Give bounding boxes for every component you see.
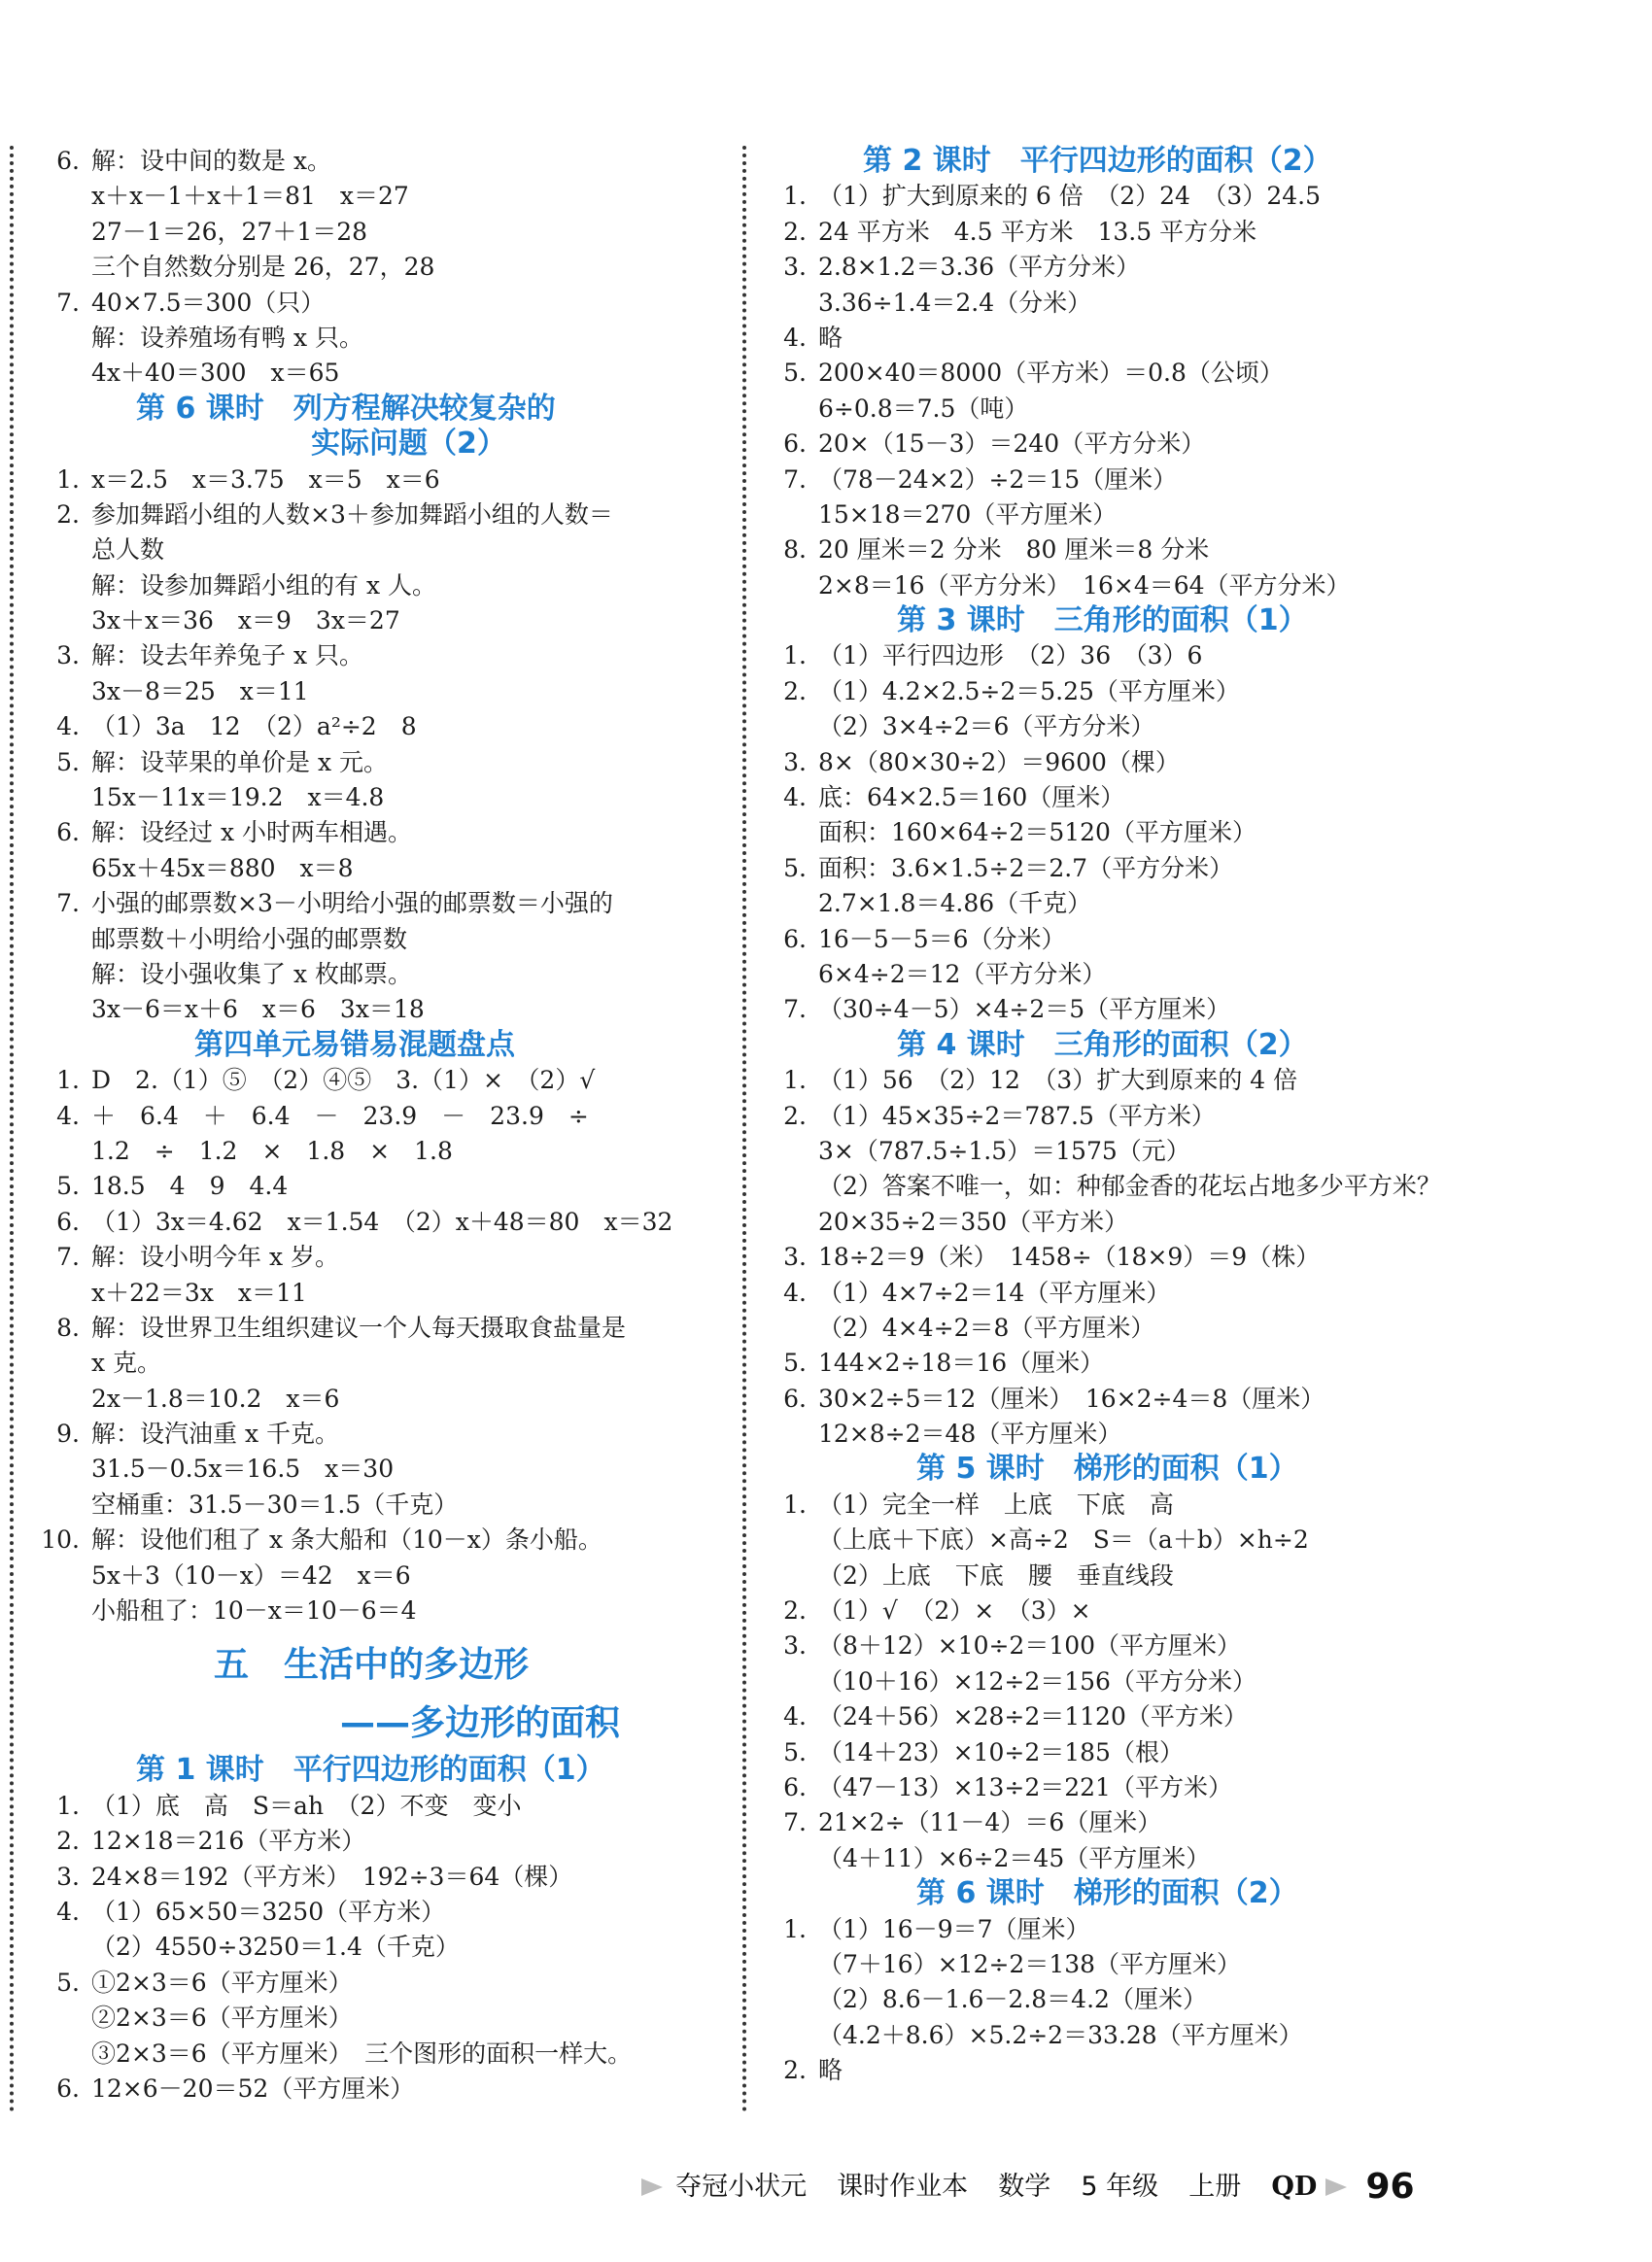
answer-line bbox=[19, 1824, 711, 1859]
answer-line bbox=[756, 638, 1436, 673]
answer-text: 2.7×1.8＝4.86（千克） bbox=[818, 889, 1092, 918]
section-heading: 第 1 课时 平行四边形的面积（1） bbox=[136, 1753, 605, 1788]
answer-text: 底：64×2.5＝160（厘米） bbox=[818, 783, 1125, 812]
left-margin-dotted-line bbox=[10, 146, 14, 2113]
question-number: 7. bbox=[783, 1808, 807, 1837]
footer bbox=[641, 2162, 1415, 2211]
question-number: 4. bbox=[56, 1101, 80, 1130]
answer-line bbox=[756, 179, 1436, 214]
answer-text: 31.5－0.5x＝16.5 x＝30 bbox=[91, 1455, 395, 1484]
question-number: 3. bbox=[783, 1631, 807, 1661]
question-number: 6. bbox=[783, 924, 807, 953]
answer-line bbox=[756, 1805, 1436, 1840]
answer-text: （1）完全一样 上底 下底 高 bbox=[818, 1490, 1174, 1519]
answer-text: 12×6－20＝52（平方厘米） bbox=[91, 2074, 415, 2103]
answer-line bbox=[756, 356, 1436, 391]
question-number: 1. bbox=[783, 1490, 807, 1519]
answer-text: 65x＋45x＝880 x＝8 bbox=[91, 853, 354, 882]
question-number: 3. bbox=[56, 1862, 80, 1891]
answer-text: 18.5 4 9 4.4 bbox=[91, 1172, 289, 1201]
answer-line bbox=[19, 1240, 711, 1275]
answer-text: （1）√ （2）× （3）× bbox=[818, 1596, 1091, 1626]
answer-line bbox=[756, 1523, 1436, 1558]
answer-line bbox=[756, 1488, 1436, 1523]
section-heading: 实际问题（2） bbox=[311, 427, 506, 462]
answer-text: （2）4550÷3250＝1.4（千克） bbox=[91, 1933, 460, 1962]
answer-text: 面积：3.6×1.5÷2＝2.7（平方分米） bbox=[818, 853, 1234, 882]
answer-text: 1.2 ÷ 1.2 × 1.8 × 1.8 bbox=[91, 1136, 453, 1165]
answer-text: 12×8÷2＝48（平方厘米） bbox=[818, 1420, 1122, 1449]
answer-line bbox=[756, 1311, 1436, 1346]
answer-text: D 2.（1）⑤ （2）④⑤ 3.（1）× （2）√ bbox=[91, 1066, 596, 1095]
answer-line bbox=[19, 321, 711, 356]
answer-text: 空桶重：31.5－30＝1.5（千克） bbox=[91, 1490, 459, 1519]
answer-text: 小强的邮票数×3－小明给小强的邮票数＝小强的 bbox=[91, 889, 613, 918]
answer-text: 解：设去年养兔子 x 只。 bbox=[91, 641, 363, 670]
question-number: 5. bbox=[783, 1349, 807, 1378]
answer-line bbox=[756, 1063, 1436, 1098]
answer-text: （30÷4－5）×4÷2＝5（平方厘米） bbox=[818, 995, 1231, 1024]
question-number: 9. bbox=[56, 1420, 80, 1449]
answer-text: 3x＋x＝36 x＝9 3x＝27 bbox=[91, 606, 400, 635]
answer-line bbox=[756, 1982, 1436, 2017]
answer-text: （1）45×35÷2＝787.5（平方米） bbox=[818, 1101, 1216, 1130]
answer-line bbox=[19, 215, 711, 250]
question-number: 4. bbox=[783, 1702, 807, 1731]
answer-line bbox=[756, 780, 1436, 815]
answer-line bbox=[756, 2018, 1436, 2053]
footer-book: 课时作业本 bbox=[837, 2171, 969, 2202]
answer-text: 15x－11x＝19.2 x＝4.8 bbox=[91, 783, 385, 812]
answer-line bbox=[19, 1966, 711, 2001]
answer-text: x＋x－1＋x＋1＝81 x＝27 bbox=[91, 182, 409, 211]
question-number: 6. bbox=[56, 818, 80, 847]
question-number: 5. bbox=[783, 1737, 807, 1766]
question-number: 5. bbox=[56, 747, 80, 776]
answer-line bbox=[756, 886, 1436, 921]
question-number: 1. bbox=[56, 1791, 80, 1820]
answer-line bbox=[756, 1841, 1436, 1876]
question-number: 5. bbox=[783, 359, 807, 388]
answer-text: （2）3×4÷2＝6（平方分米） bbox=[818, 712, 1155, 741]
answer-line bbox=[756, 1346, 1436, 1381]
answer-text: ＋ 6.4 ＋ 6.4 － 23.9 － 23.9 ÷ bbox=[91, 1101, 589, 1130]
answer-text: （1）65×50＝3250（平方米） bbox=[91, 1897, 446, 1926]
answer-text: 2.8×1.2＝3.36（平方分米） bbox=[818, 253, 1141, 282]
answer-text: （7＋16）×12÷2＝138（平方厘米） bbox=[818, 1949, 1242, 1978]
answer-line bbox=[19, 1930, 711, 1965]
answer-line bbox=[19, 815, 711, 850]
answer-line bbox=[19, 532, 711, 567]
left-column bbox=[19, 144, 711, 2107]
question-number: 1. bbox=[56, 1066, 80, 1095]
answer-line bbox=[756, 815, 1436, 850]
answer-text: （78－24×2）÷2＝15（厘米） bbox=[818, 464, 1178, 494]
answer-text: （1）4×7÷2＝14（平方厘米） bbox=[818, 1278, 1171, 1307]
question-number: 3. bbox=[56, 641, 80, 670]
answer-line bbox=[19, 179, 711, 214]
answer-text: （1）扩大到原来的 6 倍 （2）24 （3）24.5 bbox=[818, 182, 1321, 211]
answer-line bbox=[19, 1895, 711, 1930]
question-number: 1. bbox=[56, 464, 80, 494]
question-number: 2. bbox=[783, 1596, 807, 1626]
answer-text: 3x－6＝x＋6 x＝6 3x＝18 bbox=[91, 995, 425, 1024]
answer-line bbox=[19, 1099, 711, 1134]
answer-text: 三个自然数分别是 26，27，28 bbox=[91, 253, 435, 282]
answer-line bbox=[756, 745, 1436, 780]
question-number: 3. bbox=[783, 253, 807, 282]
question-number: 2. bbox=[783, 2056, 807, 2085]
answer-text: 3.36÷1.4＝2.4（分米） bbox=[818, 288, 1092, 317]
answer-line bbox=[756, 1134, 1436, 1169]
answer-line bbox=[19, 851, 711, 886]
question-number: 1. bbox=[783, 641, 807, 670]
question-number: 6. bbox=[56, 1207, 80, 1236]
answer-line bbox=[756, 1417, 1436, 1452]
answer-text: 21×2÷（11－4）＝6（厘米） bbox=[818, 1808, 1162, 1837]
answer-line bbox=[756, 1770, 1436, 1805]
answer-text: 解：设他们租了 x 条大船和（10－x）条小船。 bbox=[91, 1525, 602, 1555]
question-number: 7. bbox=[783, 464, 807, 494]
answer-text: 5x＋3（10－x）＝42 x＝6 bbox=[91, 1560, 411, 1590]
answer-text: 面积：160×64÷2＝5120（平方厘米） bbox=[818, 818, 1256, 847]
answer-text: （47－13）×13÷2＝221（平方米） bbox=[818, 1772, 1232, 1801]
answer-text: 20 厘米＝2 分米 80 厘米＝8 分米 bbox=[818, 535, 1210, 565]
answer-line bbox=[19, 1169, 711, 1204]
answer-line bbox=[756, 1628, 1436, 1663]
answer-text: （10＋16）×12÷2＝156（平方分米） bbox=[818, 1666, 1256, 1696]
answer-line bbox=[19, 1311, 711, 1346]
answer-text: 20×35÷2＝350（平方米） bbox=[818, 1207, 1129, 1236]
answer-text: 邮票数＋小明给小强的邮票数 bbox=[91, 924, 408, 953]
answer-line bbox=[756, 427, 1436, 462]
answer-line bbox=[756, 463, 1436, 497]
section-heading: 第 5 课时 梯形的面积（1） bbox=[916, 1452, 1298, 1487]
answer-text: 18÷2＝9（米） 1458÷（18×9）＝9（株） bbox=[818, 1243, 1321, 1272]
answer-line bbox=[756, 286, 1436, 321]
section-heading: 第 3 课时 三角形的面积（1） bbox=[897, 603, 1308, 638]
right-column bbox=[756, 144, 1441, 2088]
answer-line bbox=[19, 463, 711, 497]
answer-text: 24×8＝192（平方米） 192÷3＝64（棵） bbox=[91, 1862, 573, 1891]
answer-text: 27－1＝26，27＋1＝28 bbox=[91, 217, 368, 246]
answer-line bbox=[756, 1735, 1436, 1770]
question-number: 2. bbox=[56, 499, 80, 529]
answer-line bbox=[19, 745, 711, 780]
answer-text: （4.2＋8.6）×5.2÷2＝33.28（平方厘米） bbox=[818, 2020, 1303, 2049]
unit-heading: ——多边形的面积 bbox=[340, 1703, 621, 1744]
question-number: 5. bbox=[783, 853, 807, 882]
answer-line bbox=[756, 1240, 1436, 1275]
answer-line bbox=[756, 922, 1436, 957]
answer-text: 2×8＝16（平方分米） 16×4＝64（平方分米） bbox=[818, 570, 1351, 600]
footer-grade: 5 年级 bbox=[1081, 2171, 1159, 2202]
answer-line bbox=[19, 638, 711, 673]
answer-line bbox=[756, 1594, 1436, 1628]
answer-text: 15×18＝270（平方厘米） bbox=[818, 499, 1118, 529]
answer-text: 3x－8＝25 x＝11 bbox=[91, 676, 309, 705]
question-number: 5. bbox=[56, 1968, 80, 1997]
question-number: 7. bbox=[56, 1243, 80, 1272]
answer-line bbox=[19, 1789, 711, 1824]
answer-line bbox=[19, 1523, 711, 1558]
column-divider bbox=[742, 146, 746, 2113]
answer-line bbox=[756, 250, 1436, 285]
page-number: 96 bbox=[1365, 2166, 1415, 2207]
answer-line bbox=[756, 1912, 1436, 1947]
answer-line bbox=[756, 1099, 1436, 1134]
question-number: 2. bbox=[56, 1827, 80, 1856]
answer-line bbox=[19, 568, 711, 603]
answer-line bbox=[19, 709, 711, 744]
question-number: 6. bbox=[56, 2074, 80, 2103]
answer-text: 解：设汽油重 x 千克。 bbox=[91, 1420, 339, 1449]
section-heading: 第 4 课时 三角形的面积（2） bbox=[897, 1027, 1308, 1062]
answer-text: （2）4×4÷2＝8（平方厘米） bbox=[818, 1313, 1155, 1342]
answer-text: ②2×3＝6（平方厘米） bbox=[91, 2004, 353, 2033]
answer-text: 200×40＝8000（平方米）＝0.8（公顷） bbox=[818, 359, 1284, 388]
answer-text: （2）答案不唯一，如：种郁金香的花坛占地多少平方米？ bbox=[818, 1172, 1441, 1201]
answer-line bbox=[756, 1559, 1436, 1594]
answer-text: 16－5－5＝6（分米） bbox=[818, 924, 1066, 953]
answer-line bbox=[19, 1205, 711, 1240]
answer-line bbox=[19, 674, 711, 709]
answer-text: （4＋11）×6÷2＝45（平方厘米） bbox=[818, 1843, 1211, 1872]
answer-text: 解：设小明今年 x 岁。 bbox=[91, 1243, 339, 1272]
answer-text: 3×（787.5÷1.5）＝1575（元） bbox=[818, 1136, 1190, 1165]
spacer bbox=[19, 1628, 711, 1636]
question-number: 8. bbox=[783, 535, 807, 565]
question-number: 2. bbox=[783, 1101, 807, 1130]
question-number: 2. bbox=[783, 676, 807, 705]
answer-text: （1）16－9＝7（厘米） bbox=[818, 1914, 1090, 1943]
answer-text: （1）3a 12 （2）a²÷2 8 bbox=[91, 712, 417, 741]
answer-line bbox=[19, 1063, 711, 1098]
question-number: 1. bbox=[783, 1066, 807, 1095]
answer-line bbox=[19, 2037, 711, 2072]
section-heading: 第 6 课时 梯形的面积（2） bbox=[916, 1876, 1298, 1911]
answer-line bbox=[756, 215, 1436, 250]
answer-line bbox=[756, 1276, 1436, 1311]
answer-line bbox=[756, 532, 1436, 567]
answer-text: （24＋56）×28÷2＝1120（平方米） bbox=[818, 1702, 1248, 1731]
question-number: 10. bbox=[41, 1525, 80, 1555]
answer-line bbox=[19, 1452, 711, 1487]
answer-text: 8×（80×30÷2）＝9600（棵） bbox=[818, 747, 1180, 776]
answer-text: 6×4÷2＝12（平方分米） bbox=[818, 959, 1107, 988]
answer-line bbox=[19, 1346, 711, 1381]
arrow-icon bbox=[641, 2178, 663, 2196]
answer-line bbox=[19, 250, 711, 285]
answer-text: 6÷0.8＝7.5（吨） bbox=[818, 394, 1029, 423]
answer-line bbox=[19, 2072, 711, 2107]
answer-text: 解：设养殖场有鸭 x 只。 bbox=[91, 323, 363, 352]
question-number: 6. bbox=[783, 1384, 807, 1413]
answer-line bbox=[19, 144, 711, 179]
answer-line bbox=[19, 992, 711, 1027]
answer-text: 解：设世界卫生组织建议一个人每天摄取食盐量是 bbox=[91, 1313, 627, 1342]
answer-line bbox=[756, 992, 1436, 1027]
answer-text: 解：设中间的数是 x。 bbox=[91, 147, 332, 175]
answer-line bbox=[756, 321, 1436, 356]
answer-line bbox=[756, 1382, 1436, 1417]
answer-line bbox=[19, 286, 711, 321]
footer-volume: 上册 bbox=[1188, 2171, 1242, 2202]
answer-text: （1）3x＝4.62 x＝1.54 （2）x＋48＝80 x＝32 bbox=[91, 1207, 673, 1236]
footer-edition: QD bbox=[1271, 2171, 1318, 2202]
question-number: 5. bbox=[56, 1172, 80, 1201]
answer-line bbox=[19, 1594, 711, 1628]
question-number: 4. bbox=[783, 323, 807, 352]
answer-line bbox=[756, 392, 1436, 427]
answer-text: 解：设经过 x 小时两车相遇。 bbox=[91, 818, 412, 847]
question-number: 2. bbox=[783, 217, 807, 246]
answer-line bbox=[19, 497, 711, 532]
answer-line bbox=[756, 1947, 1436, 1982]
answer-text: （2）8.6－1.6－2.8＝4.2（厘米） bbox=[818, 1985, 1207, 2014]
answer-line bbox=[756, 2053, 1436, 2088]
question-number: 6. bbox=[783, 429, 807, 459]
question-number: 4. bbox=[783, 783, 807, 812]
answer-line bbox=[756, 1699, 1436, 1734]
answer-text: 24 平方米 4.5 平方米 13.5 平方分米 bbox=[818, 217, 1257, 246]
answer-line bbox=[19, 922, 711, 957]
answer-text: 略 bbox=[818, 323, 843, 352]
answer-line bbox=[756, 957, 1436, 992]
answer-text: 参加舞蹈小组的人数×3＋参加舞蹈小组的人数＝ bbox=[91, 499, 613, 529]
question-number: 6. bbox=[56, 147, 80, 175]
answer-text: 2x－1.8＝10.2 x＝6 bbox=[91, 1384, 340, 1413]
answer-line bbox=[19, 1276, 711, 1311]
answer-line bbox=[756, 709, 1436, 744]
answer-line bbox=[756, 674, 1436, 709]
footer-brand: 夺冠小状元 bbox=[675, 2171, 808, 2202]
answer-line bbox=[19, 356, 711, 391]
footer-subject: 数学 bbox=[998, 2171, 1051, 2202]
answer-text: 12×18＝216（平方米） bbox=[91, 1827, 366, 1856]
answer-text: （14＋23）×10÷2＝185（根） bbox=[818, 1737, 1184, 1766]
section-heading: 第四单元易错易混题盘点 bbox=[194, 1027, 515, 1062]
answer-text: 总人数 bbox=[91, 535, 165, 565]
question-number: 7. bbox=[56, 889, 80, 918]
question-number: 1. bbox=[783, 1914, 807, 1943]
question-number: 1. bbox=[783, 182, 807, 211]
answer-text: （2）上底 下底 腰 垂直线段 bbox=[818, 1560, 1174, 1590]
answer-text: 略 bbox=[818, 2056, 843, 2085]
answer-line bbox=[19, 1382, 711, 1417]
question-number: 4. bbox=[783, 1278, 807, 1307]
answer-text: 144×2÷18＝16（厘米） bbox=[818, 1349, 1105, 1378]
answer-text: （1）4.2×2.5÷2＝5.25（平方厘米） bbox=[818, 676, 1240, 705]
answer-text: x＝2.5 x＝3.75 x＝5 x＝6 bbox=[91, 464, 440, 494]
answer-text: （1）底 高 S＝ah （2）不变 变小 bbox=[91, 1791, 522, 1820]
answer-line bbox=[19, 780, 711, 815]
answer-text: （8＋12）×10÷2＝100（平方厘米） bbox=[818, 1631, 1242, 1661]
answer-line bbox=[756, 1664, 1436, 1699]
answer-line bbox=[756, 568, 1436, 603]
answer-text: 小船租了：10－x＝10－6＝4 bbox=[91, 1596, 417, 1626]
question-number: 7. bbox=[56, 288, 80, 317]
answer-text: （1）56 （2）12 （3）扩大到原来的 4 倍 bbox=[818, 1066, 1298, 1095]
answer-line bbox=[19, 603, 711, 638]
answer-line bbox=[756, 1169, 1441, 1204]
arrow-icon bbox=[1325, 2178, 1347, 2196]
question-number: 3. bbox=[783, 747, 807, 776]
answer-text: （1）平行四边形 （2）36 （3）6 bbox=[818, 641, 1203, 670]
answer-text: 解：设参加舞蹈小组的有 x 人。 bbox=[91, 570, 436, 600]
answer-line bbox=[19, 1559, 711, 1594]
question-number: 7. bbox=[783, 995, 807, 1024]
section-heading: 第 6 课时 列方程解决较复杂的 bbox=[136, 391, 556, 426]
answer-text: 20×（15－3）＝240（平方分米） bbox=[818, 429, 1206, 459]
answer-line bbox=[19, 1134, 711, 1169]
question-number: 4. bbox=[56, 712, 80, 741]
answer-text: ③2×3＝6（平方厘米） 三个图形的面积一样大。 bbox=[91, 2039, 633, 2068]
question-number: 8. bbox=[56, 1313, 80, 1342]
answer-line bbox=[19, 1488, 711, 1523]
answer-line bbox=[756, 497, 1436, 532]
answer-text: 解：设小强收集了 x 枚邮票。 bbox=[91, 959, 412, 988]
answer-text: 解：设苹果的单价是 x 元。 bbox=[91, 747, 388, 776]
answer-line bbox=[19, 886, 711, 921]
question-number: 6. bbox=[783, 1772, 807, 1801]
question-number: 3. bbox=[783, 1243, 807, 1272]
answer-text: ①2×3＝6（平方厘米） bbox=[91, 1968, 353, 1997]
answer-text: （上底＋下底）×高÷2 S＝（a＋b）×h÷2 bbox=[818, 1525, 1309, 1555]
answer-text: 40×7.5＝300（只） bbox=[91, 288, 326, 317]
question-number: 4. bbox=[56, 1897, 80, 1926]
answer-line bbox=[19, 2001, 711, 2036]
answer-line bbox=[19, 1860, 711, 1895]
answer-text: x 克。 bbox=[91, 1349, 162, 1378]
answer-text: 4x＋40＝300 x＝65 bbox=[91, 359, 340, 388]
unit-heading: 五 生活中的多边形 bbox=[214, 1645, 530, 1686]
answer-line bbox=[756, 851, 1436, 886]
answer-line bbox=[19, 957, 711, 992]
section-heading: 第 2 课时 平行四边形的面积（2） bbox=[863, 144, 1332, 178]
answer-text: x＋22＝3x x＝11 bbox=[91, 1278, 307, 1307]
answer-line bbox=[19, 1417, 711, 1452]
answer-text: 30×2÷5＝12（厘米） 16×2÷4＝8（厘米） bbox=[818, 1384, 1325, 1413]
answer-line bbox=[756, 1205, 1436, 1240]
